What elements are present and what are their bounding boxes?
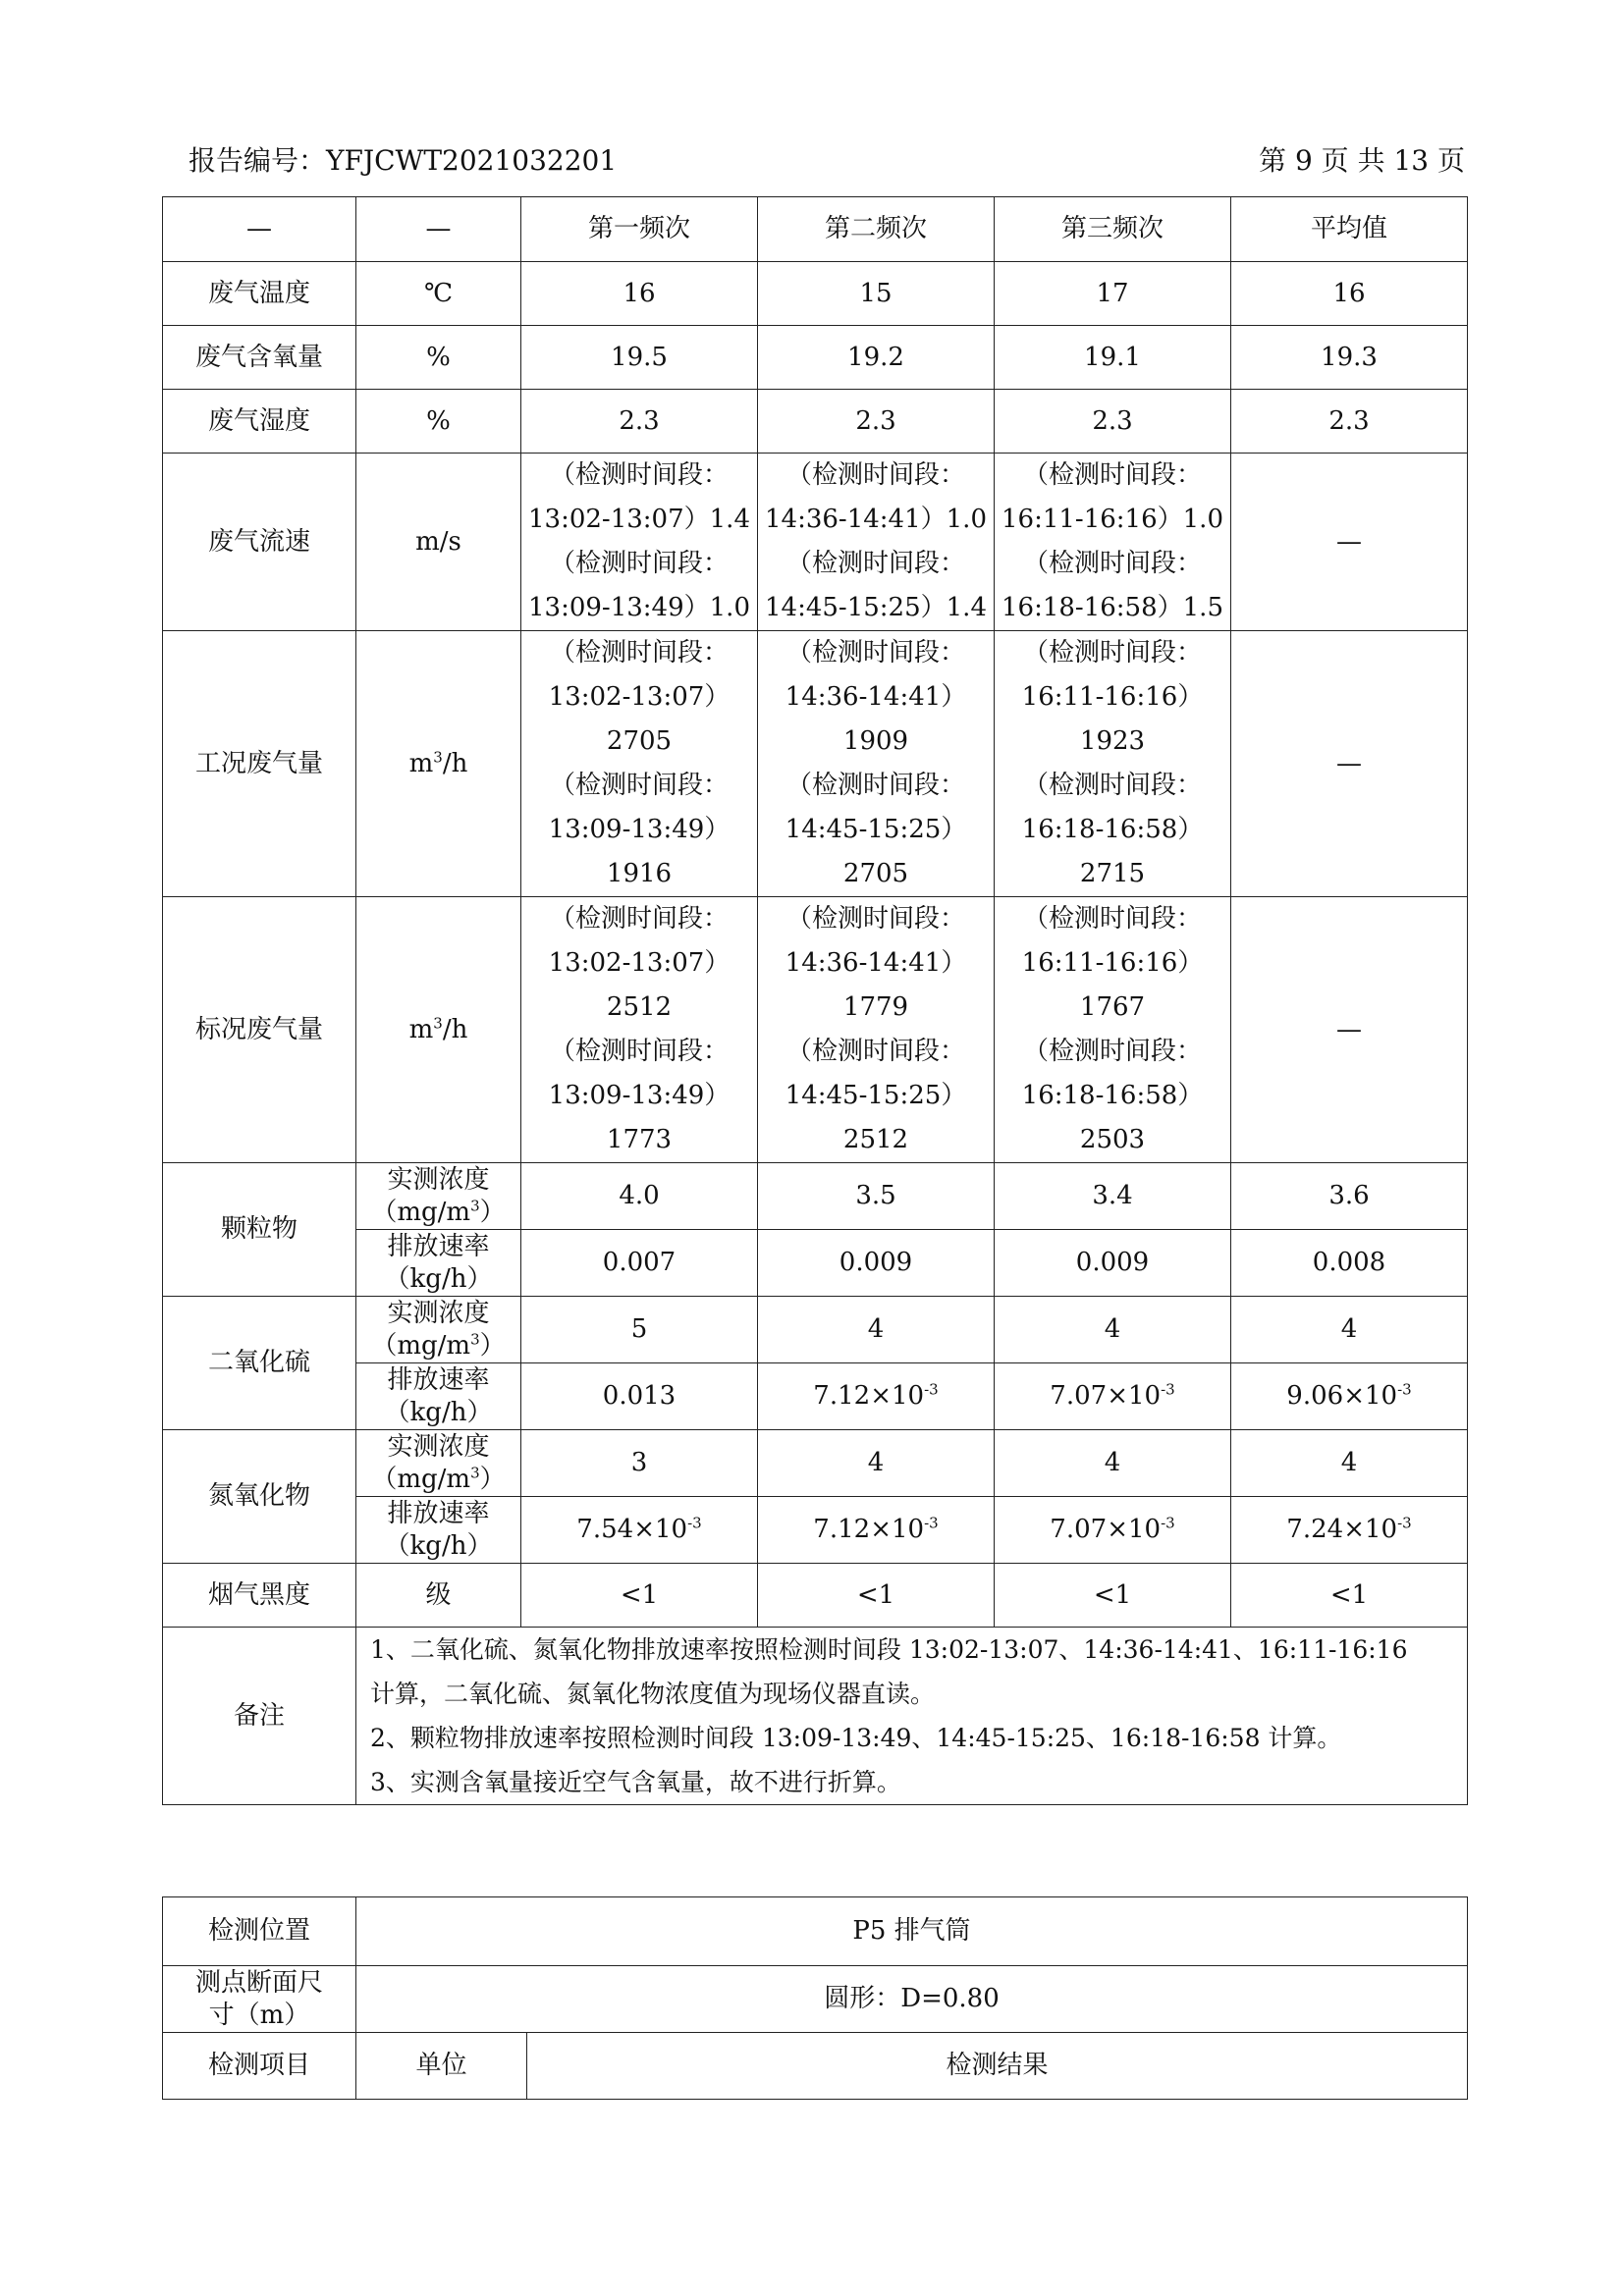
cell-line: 14:45-15:25）1.4 <box>765 593 987 622</box>
value-cell: <1 <box>995 1564 1231 1628</box>
value-cell: 15 <box>758 262 995 326</box>
value-cell: 4 <box>995 1297 1231 1363</box>
cell-line: （检测时间段： <box>785 1037 965 1066</box>
conc-label <box>356 1430 521 1497</box>
row-label: 烟气黑度 <box>163 1564 356 1628</box>
value-cell: 4 <box>995 1430 1231 1497</box>
location-table <box>162 1896 1468 2100</box>
value-cell: 3.5 <box>758 1163 995 1230</box>
value-cell <box>758 631 995 897</box>
section-label-line: 寸（m） <box>208 2000 310 2030</box>
result-label: 检测结果 <box>527 2033 1468 2100</box>
table-row <box>163 1897 1468 1966</box>
value-cell: $7.54\times 10^{-3}$ <box>521 1497 758 1564</box>
cell-line: 2512 <box>842 1125 909 1154</box>
value-cell <box>995 897 1231 1163</box>
rate-label <box>356 1497 521 1564</box>
value-cell: 3.4 <box>995 1163 1231 1230</box>
section-value: 圆形：D=0.80 <box>356 1966 1468 2033</box>
unit-cell <box>356 631 521 897</box>
value-cell: 4 <box>758 1297 995 1363</box>
cell-line: （检测时间段： <box>549 771 729 800</box>
cell-line: 13:02-13:07） <box>548 948 731 978</box>
unit-cell <box>356 897 521 1163</box>
table-row <box>163 1564 1468 1628</box>
cell-line: 16:11-16:16）1.0 <box>1001 505 1223 534</box>
table-row <box>163 631 1468 897</box>
table-row <box>163 1966 1468 2033</box>
value-cell: 0.013 <box>521 1363 758 1430</box>
value-cell <box>758 454 995 631</box>
row-label: 工况废气量 <box>163 631 356 897</box>
value-cell: 19.5 <box>521 326 758 390</box>
table-row <box>163 897 1468 1163</box>
cell-line: 1909 <box>842 726 909 756</box>
cell-line: 16:18-16:58） <box>1021 1081 1204 1110</box>
cell-line: 13:09-13:49）1.0 <box>528 593 750 622</box>
remark-line: 2、颗粒物排放速率按照检测时间段 13:09-13:49、14:45-15:25、16:18-16:58 计算。 <box>370 1724 1342 1752</box>
cell-line: （检测时间段： <box>1022 638 1202 667</box>
cell-line: 2705 <box>842 859 909 888</box>
conc-label-unit: $(mg/m^3)$ <box>371 1329 506 1361</box>
row-label: 颗粒物 <box>163 1163 356 1297</box>
cell-line: 16:18-16:58）1.5 <box>1001 593 1223 622</box>
table-row <box>163 390 1468 454</box>
table-row <box>163 2033 1468 2100</box>
conc-label-unit: $(mg/m^3)$ <box>371 1463 506 1494</box>
cell-line: 1767 <box>1079 992 1146 1022</box>
cell-line: （检测时间段： <box>785 460 965 490</box>
row-label: 废气流速 <box>163 454 356 631</box>
unit-cell: 级 <box>356 1564 521 1628</box>
cell-line: 2715 <box>1079 859 1146 888</box>
value-cell: 2.3 <box>521 390 758 454</box>
rate-label-unit: （kg/h） <box>384 1263 493 1294</box>
cell-line: 13:02-13:07）1.4 <box>528 505 750 534</box>
remarks-row <box>163 1628 1468 1805</box>
header-cell: — <box>356 197 521 262</box>
value-cell: 5 <box>521 1297 758 1363</box>
row-label: 氮氧化物 <box>163 1430 356 1564</box>
results-table <box>162 196 1468 1805</box>
cell-line: 1773 <box>606 1125 673 1154</box>
value-cell: — <box>1231 631 1468 897</box>
value-cell: 3 <box>521 1430 758 1497</box>
table-row <box>163 326 1468 390</box>
cell-line: （检测时间段： <box>1022 549 1202 578</box>
table-row <box>163 1163 1468 1230</box>
value-cell: <1 <box>758 1564 995 1628</box>
value-cell <box>758 897 995 1163</box>
report-number: 报告编号：YFJCWT2021032201 <box>189 144 618 177</box>
unit-cell: ℃ <box>356 262 521 326</box>
cell-line: 13:09-13:49） <box>548 815 731 844</box>
table-row <box>163 454 1468 631</box>
cell-line: 13:02-13:07） <box>548 682 731 712</box>
cell-line: （检测时间段： <box>785 771 965 800</box>
value-cell: 4.0 <box>521 1163 758 1230</box>
cell-line: 16:11-16:16） <box>1021 948 1204 978</box>
cell-line: （检测时间段： <box>549 460 729 490</box>
unit-base: m <box>408 748 434 778</box>
conc-label-line: 实测浓度 <box>387 1298 490 1328</box>
unit-cell: % <box>356 390 521 454</box>
value-cell: 0.009 <box>758 1230 995 1297</box>
cell-line: 14:45-15:25） <box>785 815 967 844</box>
unit-base: m <box>408 1014 434 1044</box>
cell-line: 16:18-16:58） <box>1021 815 1204 844</box>
cell-line: （检测时间段： <box>549 638 729 667</box>
table-row <box>163 1297 1468 1363</box>
value-cell: $7.12\times 10^{-3}$ <box>758 1497 995 1564</box>
cell-line: 16:11-16:16） <box>1021 682 1204 712</box>
cell-line: 2503 <box>1079 1125 1146 1154</box>
value-cell: 3.6 <box>1231 1163 1468 1230</box>
row-label: 标况废气量 <box>163 897 356 1163</box>
page-info: 第 9 页 共 13 页 <box>1259 144 1465 177</box>
page-header <box>189 139 1465 179</box>
item-label: 检测项目 <box>163 2033 356 2100</box>
table-row <box>163 1430 1468 1497</box>
cell-line: 13:09-13:49） <box>548 1081 731 1110</box>
remarks-label: 备注 <box>163 1628 356 1805</box>
value-cell <box>995 454 1231 631</box>
cell-line: （检测时间段： <box>549 904 729 934</box>
location-value: P5 排气筒 <box>356 1897 1468 1966</box>
cell-line: 2512 <box>606 992 673 1022</box>
value-cell: <1 <box>521 1564 758 1628</box>
value-cell: 19.3 <box>1231 326 1468 390</box>
conc-label-line: 实测浓度 <box>387 1164 490 1195</box>
conc-label <box>356 1163 521 1230</box>
value-cell: 2.3 <box>758 390 995 454</box>
value-cell <box>521 454 758 631</box>
remark-line: 3、实测含氧量接近空气含氧量，故不进行折算。 <box>370 1768 901 1796</box>
rate-label-line: 排放速率 <box>387 1498 490 1528</box>
rate-label <box>356 1363 521 1430</box>
cell-line: 14:36-14:41） <box>785 682 967 712</box>
value-cell <box>521 631 758 897</box>
unit-label: 单位 <box>356 2033 527 2100</box>
row-label: 废气含氧量 <box>163 326 356 390</box>
value-cell: 4 <box>1231 1297 1468 1363</box>
value-cell: <1 <box>1231 1564 1468 1628</box>
value-cell: 0.007 <box>521 1230 758 1297</box>
unit-cell: m/s <box>356 454 521 631</box>
cell-line: 1779 <box>842 992 909 1022</box>
header-cell: 第一频次 <box>521 197 758 262</box>
cell-line: （检测时间段： <box>1022 1037 1202 1066</box>
table-row <box>163 1363 1468 1430</box>
value-cell <box>521 897 758 1163</box>
conc-label-line: 实测浓度 <box>387 1431 490 1462</box>
rate-label-unit: （kg/h） <box>384 1530 493 1561</box>
cell-line: （检测时间段： <box>785 549 965 578</box>
value-cell: — <box>1231 454 1468 631</box>
conc-label-unit: $(mg/m^3)$ <box>371 1196 506 1227</box>
location-label: 检测位置 <box>163 1897 356 1966</box>
value-cell: — <box>1231 897 1468 1163</box>
cell-line: （检测时间段： <box>1022 771 1202 800</box>
cell-line: （检测时间段： <box>1022 460 1202 490</box>
section-label-line: 测点断面尺 <box>194 1967 323 1998</box>
table-row <box>163 1497 1468 1564</box>
row-label: 废气湿度 <box>163 390 356 454</box>
header-cell: 平均值 <box>1231 197 1468 262</box>
header-cell: — <box>163 197 356 262</box>
value-cell: 2.3 <box>1231 390 1468 454</box>
table-row <box>163 1230 1468 1297</box>
cell-line: 1916 <box>606 859 673 888</box>
value-cell: 17 <box>995 262 1231 326</box>
value-cell: $7.07\times 10^{-3}$ <box>995 1497 1231 1564</box>
table-row <box>163 262 1468 326</box>
row-label: 二氧化硫 <box>163 1297 356 1430</box>
cell-line: 14:36-14:41）1.0 <box>765 505 987 534</box>
unit-sup: 3 <box>433 1013 443 1032</box>
unit-sup: 3 <box>433 747 443 766</box>
cell-line: （检测时间段： <box>549 549 729 578</box>
unit-cell: % <box>356 326 521 390</box>
header-cell: 第三频次 <box>995 197 1231 262</box>
unit-tail: /h <box>442 748 468 778</box>
value-cell: $9.06\times 10^{-3}$ <box>1231 1363 1468 1430</box>
row-label: 废气温度 <box>163 262 356 326</box>
value-cell: $7.12\times 10^{-3}$ <box>758 1363 995 1430</box>
rate-label-unit: （kg/h） <box>384 1397 493 1427</box>
header-row <box>163 197 1468 262</box>
value-cell: $7.07\times 10^{-3}$ <box>995 1363 1231 1430</box>
cell-line: 1923 <box>1079 726 1146 756</box>
value-cell: $7.24\times 10^{-3}$ <box>1231 1497 1468 1564</box>
cell-line: （检测时间段： <box>785 904 965 934</box>
value-cell: 4 <box>1231 1430 1468 1497</box>
remark-line: 1、二氧化硫、氮氧化物排放速率按照检测时间段 13:02-13:07、14:36-14:41、16:11-16:16 <box>370 1635 1408 1664</box>
cell-line: （检测时间段： <box>549 1037 729 1066</box>
value-cell <box>995 631 1231 897</box>
rate-label-line: 排放速率 <box>387 1231 490 1261</box>
cell-line: （检测时间段： <box>1022 904 1202 934</box>
remarks-text <box>356 1628 1468 1805</box>
header-cell: 第二频次 <box>758 197 995 262</box>
value-cell: 19.1 <box>995 326 1231 390</box>
rate-label <box>356 1230 521 1297</box>
value-cell: 16 <box>521 262 758 326</box>
cell-line: （检测时间段： <box>785 638 965 667</box>
unit-tail: /h <box>442 1014 468 1044</box>
cell-line: 14:45-15:25） <box>785 1081 967 1110</box>
cell-line: 2705 <box>606 726 673 756</box>
value-cell: 2.3 <box>995 390 1231 454</box>
value-cell: 0.009 <box>995 1230 1231 1297</box>
value-cell: 4 <box>758 1430 995 1497</box>
value-cell: 16 <box>1231 262 1468 326</box>
value-cell: 19.2 <box>758 326 995 390</box>
conc-label <box>356 1297 521 1363</box>
value-cell: 0.008 <box>1231 1230 1468 1297</box>
rate-label-line: 排放速率 <box>387 1364 490 1395</box>
section-label <box>163 1966 356 2033</box>
cell-line: 14:36-14:41） <box>785 948 967 978</box>
remark-line: 计算，二氧化硫、氮氧化物浓度值为现场仪器直读。 <box>370 1680 936 1708</box>
